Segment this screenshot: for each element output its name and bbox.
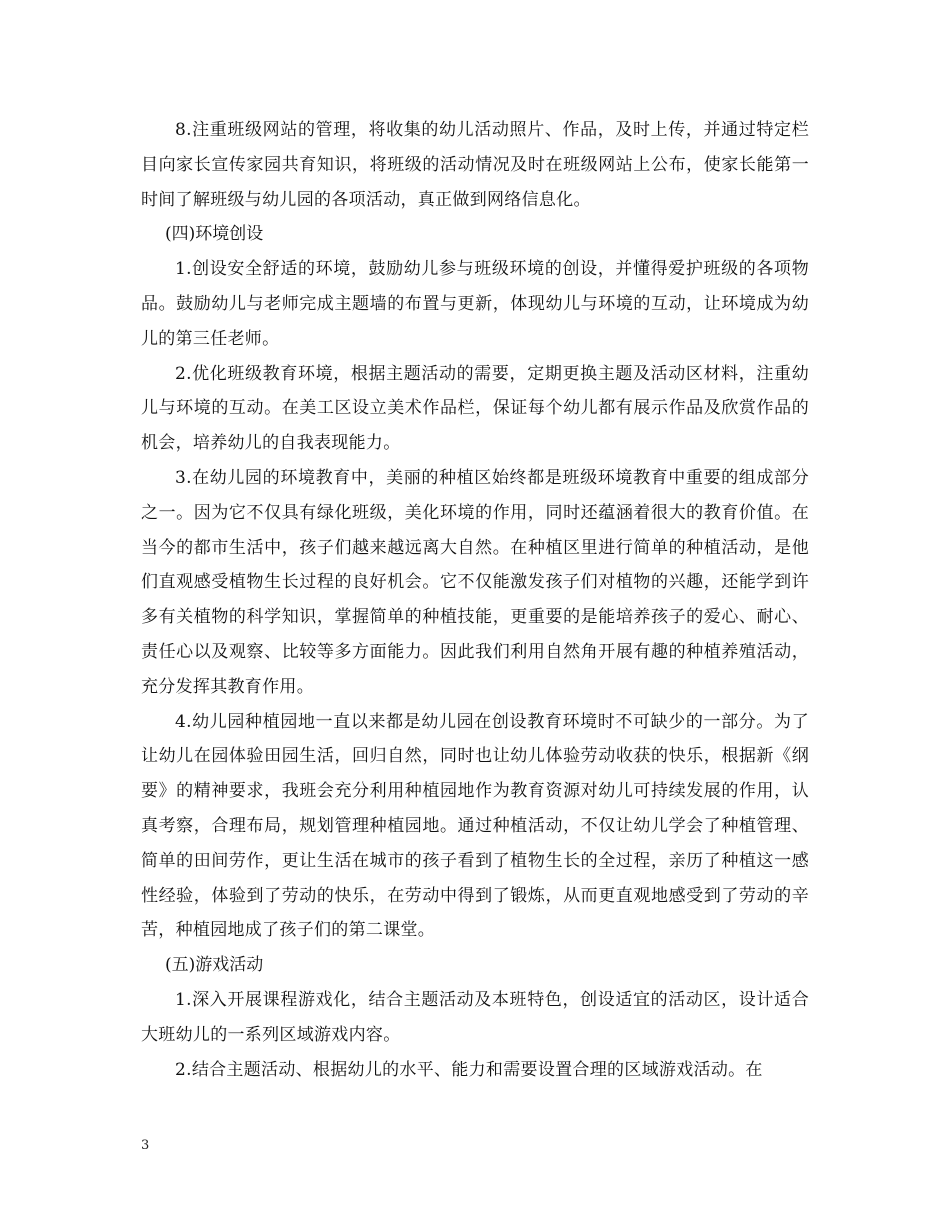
paragraph-environment-2: 2.优化班级教育环境，根据主题活动的需要，定期更换主题及活动区材料，注重幼儿与环境的互动。在美工区设立美术作品栏，保证每个幼儿都有展示作品及欣赏作品的机会，培养幼儿的自我表现能力。 (141, 363, 809, 454)
section-heading-environment: (四)环境创设 (165, 224, 264, 245)
document-body (141, 113, 809, 1087)
paragraph-games-2: 2.结合主题活动、根据幼儿的水平、能力和需要设置合理的区域游戏活动。在 (175, 1059, 763, 1080)
paragraph-environment-4: 4.幼儿园种植园地一直以来都是幼儿园在创设教育环境时不可缺少的一部分。为了让幼儿在园体验田园生活，回归自然，同时也让幼儿体验劳动收获的快乐，根据新《纲要》的精神要求，我班会充分利用种植园地作为教育资源对幼儿可持续发展的作用，认真考察，合理布局，规划管理种植园地。通过种植活动，不仅让幼儿学会了种植管理、简单的田间劳作，更让生活在城市的孩子看到了植物生长的全过程，亲历了种植这一感性经验，体验到了劳动的快乐，在劳动中得到了锻炼，从而更直观地感受到了劳动的辛苦，种植园地成了孩子们的第二课堂。 (141, 711, 809, 941)
paragraph-environment-1: 1.创设安全舒适的环境，鼓励幼儿参与班级环境的创设，并懂得爱护班级的各项物品。鼓励幼儿与老师完成主题墙的布置与更新，体现幼儿与环境的互动，让环境成为幼儿的第三任老师。 (141, 259, 809, 349)
section-heading-games: (五)游戏活动 (165, 955, 264, 976)
paragraph-website-management: 8.注重班级网站的管理，将收集的幼儿活动照片、作品，及时上传，并通过特定栏目向家长宣传家园共育知识，将班级的活动情况及时在班级网站上公布，使家长能第一时间了解班级与幼儿园的各项活动，真正做到网络信息化。 (141, 120, 809, 210)
page-number: 3 (141, 1138, 150, 1153)
paragraph-games-1: 1.深入开展课程游戏化，结合主题活动及本班特色，创设适宜的活动区，设计适合大班幼儿的一系列区域游戏内容。 (141, 989, 809, 1045)
paragraph-environment-3: 3.在幼儿园的环境教育中，美丽的种植区始终都是班级环境教育中重要的组成部分之一。因为它不仅具有绿化班级，美化环境的作用，同时还蕴涵着很大的教育价值。在当今的都市生活中，孩子们越来越远离大自然。在种植区里进行简单的种植活动，是他们直观感受植物生长过程的良好机会。它不仅能激发孩子们对植物的兴趣，还能学到许多有关植物的科学知识，掌握简单的种植技能，更重要的是能培养孩子的爱心、耐心、责任心以及观察、比较等多方面能力。因此我们利用自然角开展有趣的种植养殖活动，充分发挥其教育作用。 (141, 467, 809, 697)
